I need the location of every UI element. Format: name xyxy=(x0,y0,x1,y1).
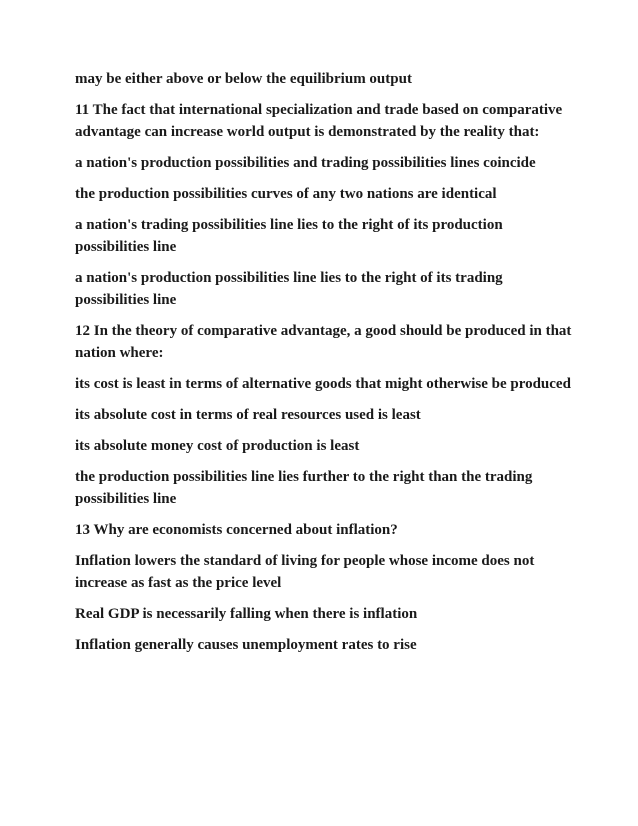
question-11: 11 The fact that international specialization and trade based on comparative advantage can increase world output is demonstrated by the reality that: xyxy=(75,102,563,140)
answer-option: a nation's production possibilities line lies to the right of its trading possibilities line xyxy=(75,270,503,308)
question-13: 13 Why are economists concerned about inflation? xyxy=(75,522,398,538)
answer-option: Real GDP is necessarily falling when there is inflation xyxy=(75,606,418,622)
question-12: 12 In the theory of comparative advantage, a good should be produced in that nation where: xyxy=(75,323,572,361)
answer-option: a nation's production possibilities and trading possibilities lines coincide xyxy=(75,155,536,171)
document-page xyxy=(75,68,575,665)
answer-option: its absolute cost in terms of real resources used is least xyxy=(75,407,421,423)
answer-option: its cost is least in terms of alternative goods that might otherwise be produced xyxy=(75,376,571,392)
answer-option: the production possibilities curves of any two nations are identical xyxy=(75,186,497,202)
answer-option: Inflation generally causes unemployment rates to rise xyxy=(75,637,417,653)
answer-option: a nation's trading possibilities line lies to the right of its production possibilities line xyxy=(75,217,503,255)
answer-option: its absolute money cost of production is least xyxy=(75,438,360,454)
answer-option: Inflation lowers the standard of living for people whose income does not increase as fast as the price level xyxy=(75,553,535,591)
answer-option: the production possibilities line lies further to the right than the trading possibilities line xyxy=(75,469,533,507)
answer-option: may be either above or below the equilibrium output xyxy=(75,71,412,87)
